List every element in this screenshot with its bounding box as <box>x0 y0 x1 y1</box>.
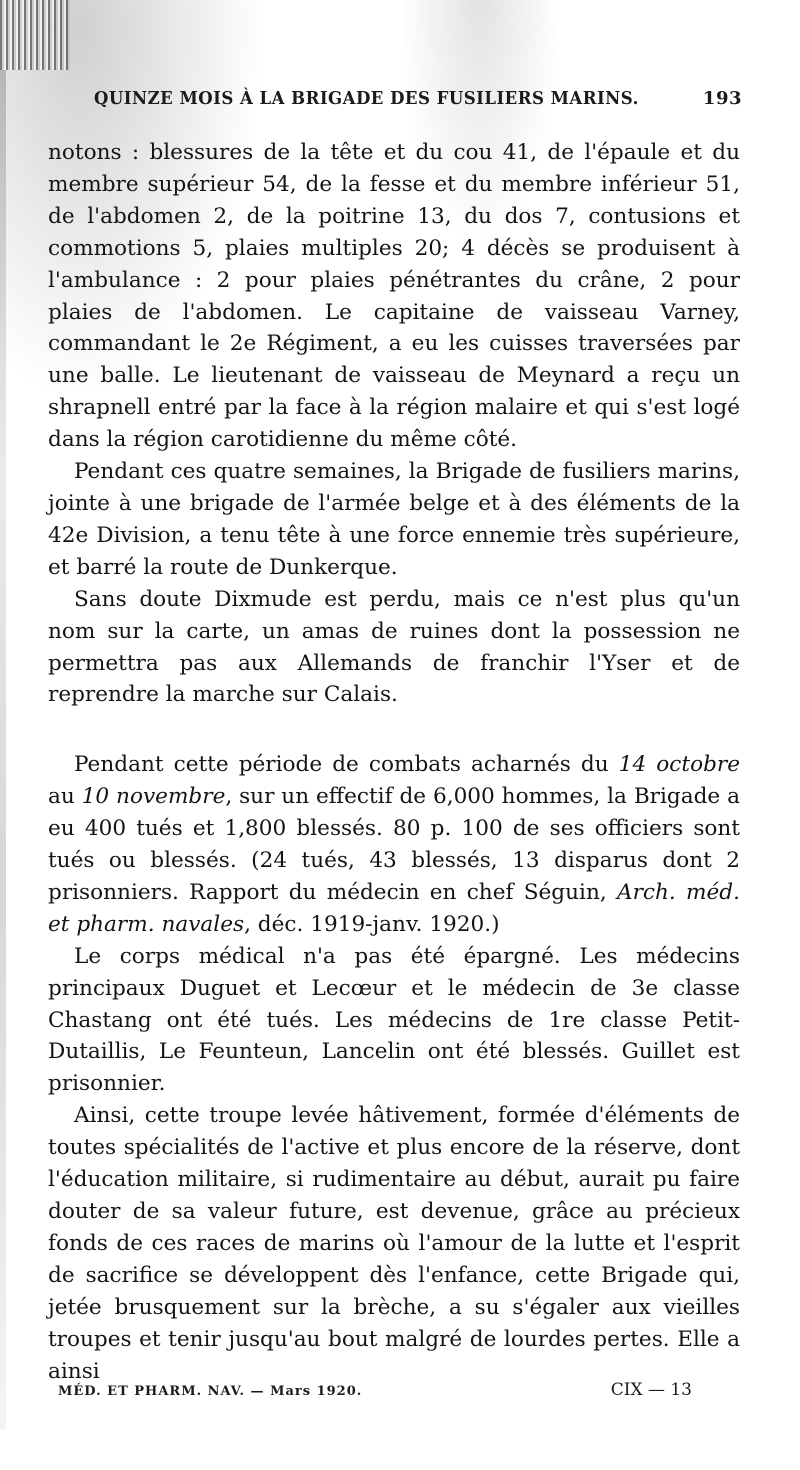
paragraph-casualties <box>48 749 740 940</box>
paragraph-dixmude: Sans doute Dixmude est perdu, mais ce n'est plus qu'un nom sur la carte, un amas de ruines dont la possession ne permettra pas aux Allemands de franchir l'Yser et de reprendre la marche sur Calais. <box>48 586 740 708</box>
date-end: 10 novembre <box>81 784 226 810</box>
section-gap <box>48 711 740 749</box>
running-header <box>94 88 742 118</box>
page-number: 193 <box>702 88 742 109</box>
running-title: QUINZE MOIS À LA BRIGADE DES FUSILIERS MARINS. <box>94 88 639 109</box>
casualties-text-2: au <box>48 784 82 810</box>
paragraph-four-weeks: Pendant ces quatre semaines, la Brigade de fusiliers marins, jointe à une brigade de l'armée belge et à des éléments de la 42e Division, a tenu tête à une force ennemie très supérieure, et barré la route de Dunkerque. <box>48 459 740 580</box>
casualties-text-4: , déc. 1919-janv. 1920.) <box>244 911 500 937</box>
scan-artifact-corner <box>0 0 70 70</box>
date-start: 14 octobre <box>618 752 740 778</box>
page-body <box>48 137 740 1387</box>
footer-journal: MÉD. ET PHARM. NAV. — Mars 1920. <box>58 1384 363 1399</box>
paragraph-medical-corps: Le corps médical n'a pas été épargné. Les médecins principaux Duguet et Lecœur et le médecin de 3e classe Chastang ont été tués. Les médecins de 1re classe Petit-Dutaillis, Le Feunteun, Lancelin ont été blessés. Guillet est prisonnier. <box>48 943 740 1097</box>
paragraph-conclusion: Ainsi, cette troupe levée hâtivement, formée d'éléments de toutes spécialités de l'active et plus encore de la réserve, dont l'éducation militaire, si rudimentaire au début, aurait pu faire douter de sa valeur future, est devenue, grâce au précieux fonds de ces races de marins où l'amour de la lutte et l'esprit de sacrifice se développent dès l'enfance, cette Brigade qui, jetée brusquement sur la brèche, a su s'égaler aux vieilles troupes et tenir jusqu'au bout malgré de lourdes pertes. Elle a ainsi <box>48 1103 740 1384</box>
casualties-text-1: Pendant cette période de combats acharnés du <box>74 752 619 778</box>
casualties-text-3: , sur un effectif de 6,000 hommes, la Brigade a eu 400 tués et 1,800 blessés. 80 p. 100 de ses officiers sont tués ou blessés. (24 tués, 43 blessés, 13 disparus dont 2 prisonniers. Rapport du médecin en chef Séguin, <box>48 784 740 905</box>
scan-artifact-edge <box>0 70 6 1430</box>
journal-reference: Arch. méd. et pharm. navales <box>48 879 740 937</box>
paragraph-wound-statistics: notons : blessures de la tête et du cou 41, de l'épaule et du membre supérieur 54, de la fesse et du membre inférieur 51, de l'abdomen 2, de la poitrine 13, du dos 7, contusions et commotions 5, plaies multiples 20; 4 décès se produisent à l'ambulance : 2 pour plaies pénétrantes du crâne, 2 pour plaies de l'abdomen. Le capitaine de vaisseau Varney, commandant le 2e Régiment, a eu les cuisses traversées par une balle. Le lieutenant de vaisseau de Meynard a reçu un shrapnell entré par la face à la région malaire et qui s'est logé dans la région carotidienne du même côté. <box>48 140 740 453</box>
footer-signature: CIX — 13 <box>610 1380 692 1400</box>
page-footer <box>58 1380 692 1408</box>
